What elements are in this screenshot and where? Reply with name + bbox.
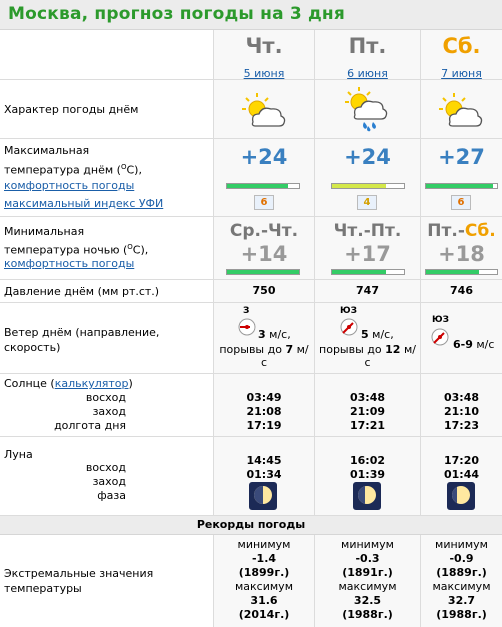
uv-index-badge: 4 [357, 195, 377, 210]
comfort-bar [331, 183, 405, 189]
wind-compass-icon [340, 318, 358, 336]
wind-compass-icon [431, 328, 449, 346]
records-row: Экстремальные значения температуры минимум -1.4 (1899г.) максимум 31.6 (2014г.) минимум -0.3 (1891г.) максимум 32.5 (1988г.) минимум -0.9 (1889г.) максимум 32.7 (1988г.) [0, 535, 502, 627]
uv-index-badge: 6 [254, 195, 274, 210]
sunrise-time: 03:48 [443, 391, 479, 404]
sunset-time: 21:08 [246, 405, 282, 418]
night-name: Чт.-Пт. [333, 221, 402, 241]
wind-direction: ЮЗ [432, 315, 449, 325]
record-max: 32.7 [447, 594, 476, 607]
weather-label: Характер погоды днём [4, 103, 139, 116]
moonrise-time: 16:02 [349, 454, 385, 467]
partly-cloudy-icon [241, 92, 287, 128]
pressure-value: 746 [450, 284, 473, 297]
day-date-link[interactable]: 7 июня [441, 67, 482, 80]
day-column-thu [214, 30, 315, 79]
max-temp-value: +27 [438, 145, 485, 169]
moonrise-time: 17:20 [443, 454, 479, 467]
night-comfort-link[interactable]: комфортность погоды [4, 257, 135, 270]
wind-speed: 5 [361, 328, 369, 341]
record-min: -1.4 [251, 552, 277, 565]
record-min: -0.9 [449, 552, 474, 565]
comfort-link[interactable]: комфортность погоды [4, 179, 135, 192]
wind-compass-icon [238, 318, 256, 336]
max-temp-row: Максимальная температура днём ($^O$C), комфортность погоды максимальный индекс УФИ +24 6 +24 4 +27 6 [0, 139, 502, 217]
day-name: Сб. [442, 34, 481, 58]
moon-row: Луна восход заход фаза 14:45 01:34 16:02 01:39 17:20 01:44 [0, 437, 502, 516]
wind-gust: 12 [385, 343, 401, 356]
moonset-time: 01:39 [349, 468, 385, 481]
day-length: 17:23 [443, 419, 479, 432]
rain-cloud-icon [345, 86, 391, 132]
night-comfort-bar [331, 269, 405, 275]
day-header-row [0, 30, 502, 80]
pressure-row: Давление днём (мм рт.ст.) 750 747 746 [0, 280, 502, 303]
max-temp-value: +24 [240, 145, 288, 169]
moon-phase-icon [447, 482, 475, 510]
day-date-link[interactable]: 6 июня [347, 67, 388, 80]
max-temp-value: +24 [344, 145, 391, 169]
uv-index-link[interactable]: максимальный индекс УФИ [4, 197, 164, 210]
min-temp-row: Минимальная температура ночью ($^O$C), комфортность погоды Ср.-Чт. +14 Чт.-Пт. +17 Пт.-Сб. +18 [0, 217, 502, 280]
night-name: Ср.-Чт. [229, 221, 299, 241]
record-max: 32.5 [353, 594, 382, 607]
wind-speed: 6-9 [453, 338, 473, 351]
night-temp-value: +17 [344, 242, 391, 266]
night-name: Пт.-Сб. [427, 221, 496, 241]
day-column-fri [315, 30, 421, 79]
wind-gust: 7 [285, 343, 294, 356]
weather-row [0, 80, 502, 139]
sun-row: Солнце (калькулятор) восход заход долгота дня 03:49 21:08 17:19 03:48 21:09 17:21 03:48 21:10 17:23 [0, 374, 502, 437]
day-date-link[interactable]: 5 июня [243, 67, 285, 80]
record-min: -0.3 [355, 552, 380, 565]
pressure-value: 750 [252, 284, 276, 297]
day-name: Пт. [348, 34, 387, 58]
partly-cloudy-icon [438, 92, 484, 128]
title-bar [0, 0, 502, 30]
wind-row: Ветер днём (направление, скорость) З 3 м/с, порывы до 7 м/ с ЮЗ 5 м/с, порывы до 12 м/ с ЮЗ 6-9 м/с [0, 303, 502, 374]
moon-phase-icon [249, 482, 277, 510]
wind-speed: 3 [258, 328, 266, 341]
moonset-time: 01:34 [246, 468, 282, 481]
sunset-time: 21:09 [349, 405, 385, 418]
sunrise-time: 03:48 [349, 391, 385, 404]
night-temp-value: +14 [240, 242, 288, 266]
day-length: 17:19 [246, 419, 282, 432]
moonrise-time: 14:45 [246, 454, 282, 467]
comfort-bar [425, 183, 498, 189]
night-temp-value: +18 [438, 242, 485, 266]
night-comfort-bar [226, 269, 300, 275]
uv-index-badge: 6 [451, 195, 471, 210]
sunrise-time: 03:49 [246, 391, 282, 404]
day-length: 17:21 [349, 419, 385, 432]
sun-calculator-link[interactable]: калькулятор [54, 377, 129, 390]
sunset-time: 21:10 [443, 405, 479, 418]
day-column-sat [421, 30, 502, 79]
wind-direction: ЮЗ [340, 306, 357, 316]
day-name: Чт. [245, 34, 283, 58]
wind-direction: З [243, 306, 250, 316]
records-header: Рекорды погоды [0, 516, 502, 535]
page-title: Москва, прогноз погоды на 3 дня [8, 4, 345, 24]
pressure-value: 747 [356, 284, 379, 297]
record-max: 31.6 [250, 594, 278, 607]
moon-phase-icon [353, 482, 381, 510]
moonset-time: 01:44 [443, 468, 479, 481]
comfort-bar [226, 183, 300, 189]
night-comfort-bar [425, 269, 498, 275]
